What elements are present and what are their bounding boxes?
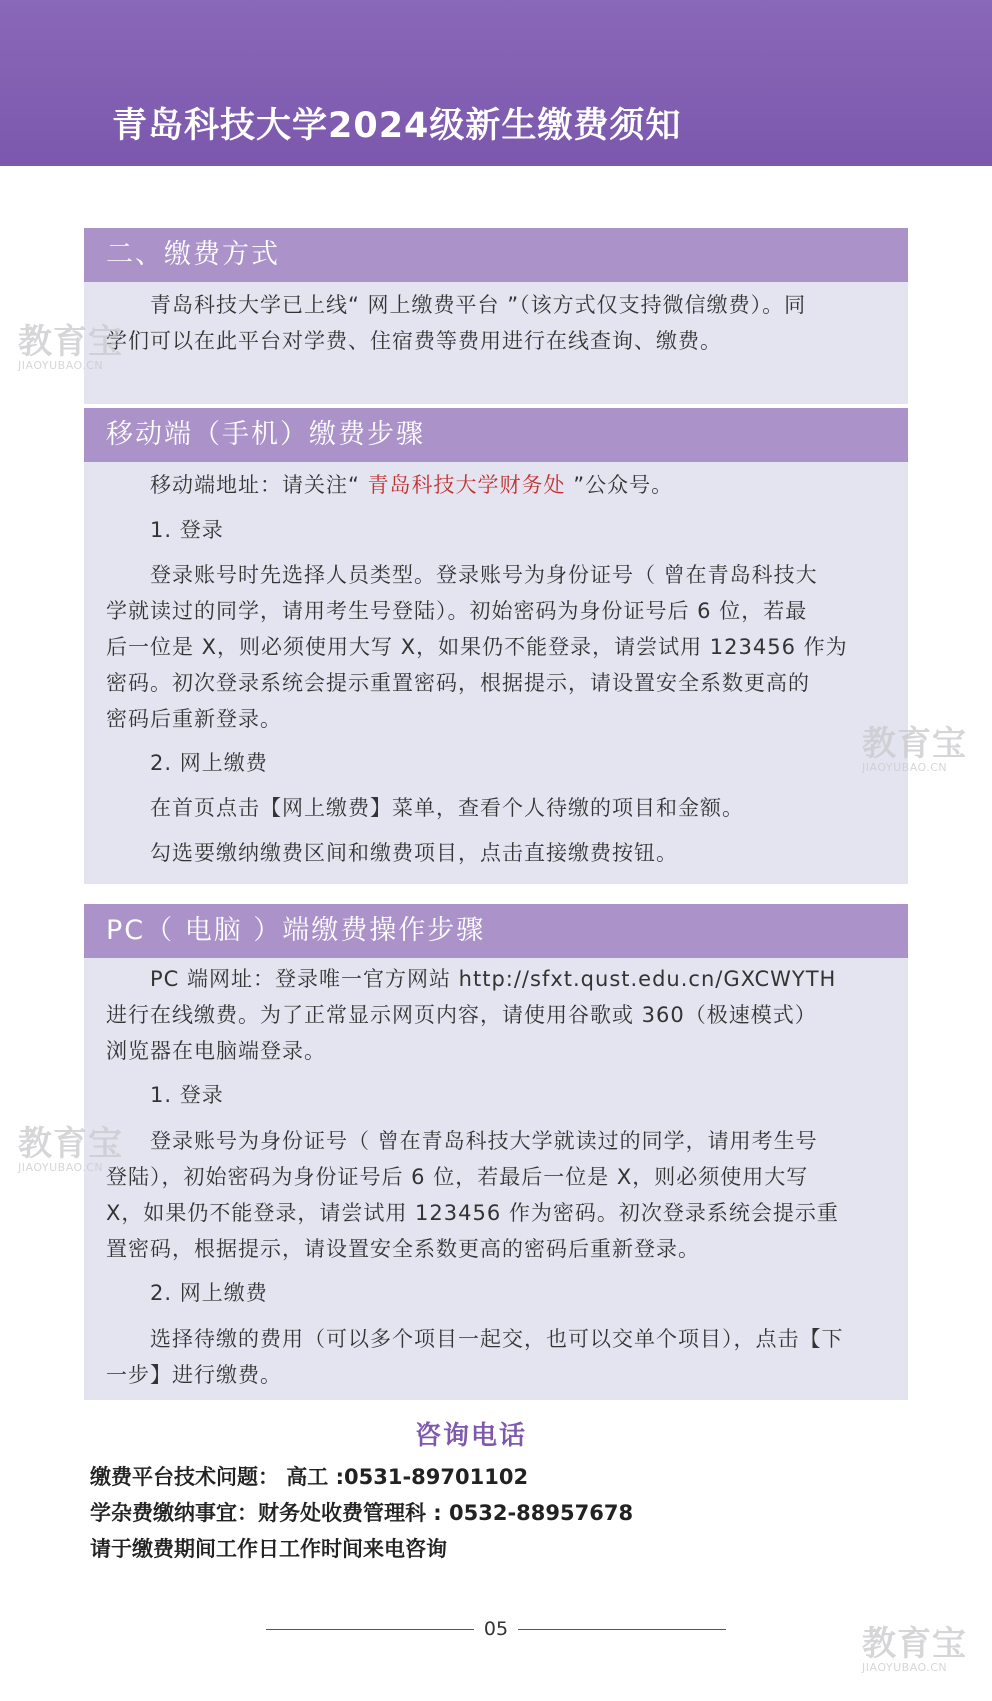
paragraph-line: 在首页点击【网上缴费】菜单，查看个人待缴的项目和金额。 [150, 796, 744, 820]
paragraph-line: 浏览器在电脑端登录。 [106, 1039, 326, 1063]
step-title: 1. 登录 [150, 518, 224, 542]
address-prefix: 移动端地址：请关注“ [150, 473, 368, 497]
paragraph-line: 一步】进行缴费。 [106, 1363, 282, 1387]
contact-line: 学杂费缴纳事宜：财务处收费管理科 : 0532-88957678 [90, 1501, 634, 1525]
paragraph-line: PC 端网址：登录唯一官方网站 http://sfxt.qust.edu.cn/GXCWYTH [150, 967, 837, 991]
mobile-address-line [150, 470, 673, 500]
step-title: 2. 网上缴费 [150, 751, 268, 775]
paragraph-line: 选择待缴的费用（可以多个项目一起交，也可以交单个项目），点击【下 [150, 1327, 844, 1351]
payment-method-section [84, 228, 908, 404]
page-number: 05 [483, 1618, 509, 1640]
paragraph-line: 登录账号时先选择人员类型。登录账号为身份证号（ 曾在青岛科技大 [150, 563, 818, 587]
watermark: 教育宝 JIAOYUBAO.CN [862, 724, 967, 774]
step-title: 1. 登录 [150, 1083, 224, 1107]
footer-rule-right [518, 1629, 726, 1630]
mobile-payment-section [84, 408, 908, 884]
watermark: 教育宝 JIAOYUBAO.CN [862, 1624, 967, 1674]
section-heading-mobile: 移动端（手机）缴费步骤 [84, 408, 908, 462]
wechat-account-name: 青岛科技大学财务处 [367, 473, 566, 497]
paragraph-line: 密码。初次登录系统会提示重置密码，根据提示，请设置安全系数更高的 [106, 671, 810, 695]
section-heading-pc: PC（ 电脑 ）端缴费操作步骤 [84, 904, 908, 958]
paragraph-line: X，如果仍不能登录，请尝试用 123456 作为密码。初次登录系统会提示重 [106, 1201, 839, 1225]
step-title: 2. 网上缴费 [150, 1281, 268, 1305]
paragraph-line: 勾选要缴纳缴费区间和缴费项目，点击直接缴费按钮。 [150, 841, 678, 865]
paragraph-line: 学就读过的同学，请用考生号登陆）。初始密码为身份证号后 6 位，若最 [106, 599, 808, 623]
paragraph-line: 后一位是 X，则必须使用大写 X，如果仍不能登录，请尝试用 123456 作为 [106, 635, 848, 659]
section-heading-payment-method: 二、缴费方式 [84, 228, 908, 282]
paragraph-line: 置密码，根据提示，请设置安全系数更高的密码后重新登录。 [106, 1237, 700, 1261]
paragraph-line: 学们可以在此平台对学费、住宿费等费用进行在线查询、缴费。 [106, 329, 722, 353]
contact-title: 咨询电话 [414, 1421, 527, 1451]
address-suffix: ”公众号。 [565, 473, 674, 497]
pc-payment-section [84, 904, 908, 1400]
contact-line: 缴费平台技术问题： 高工 :0531-89701102 [90, 1465, 529, 1489]
watermark: 教育宝 JIAOYUBAO.CN [18, 322, 123, 372]
contact-line: 请于缴费期间工作日工作时间来电咨询 [90, 1537, 447, 1561]
page-title: 青岛科技大学2024级新生缴费须知 [112, 106, 682, 146]
paragraph-line: 进行在线缴费。为了正常显示网页内容，请使用谷歌或 360（极速模式） [106, 1003, 817, 1027]
paragraph-line: 登录账号为身份证号（ 曾在青岛科技大学就读过的同学，请用考生号 [150, 1129, 818, 1153]
footer-rule-left [266, 1629, 474, 1630]
paragraph-line: 密码后重新登录。 [106, 707, 282, 731]
paragraph-line: 青岛科技大学已上线“ 网上缴费平台 ”（该方式仅支持微信缴费）。同 [150, 293, 807, 317]
page-header [0, 0, 992, 166]
watermark: 教育宝 JIAOYUBAO.CN [18, 1124, 123, 1174]
paragraph-line: 登陆），初始密码为身份证号后 6 位，若最后一位是 X，则必须使用大写 [106, 1165, 809, 1189]
